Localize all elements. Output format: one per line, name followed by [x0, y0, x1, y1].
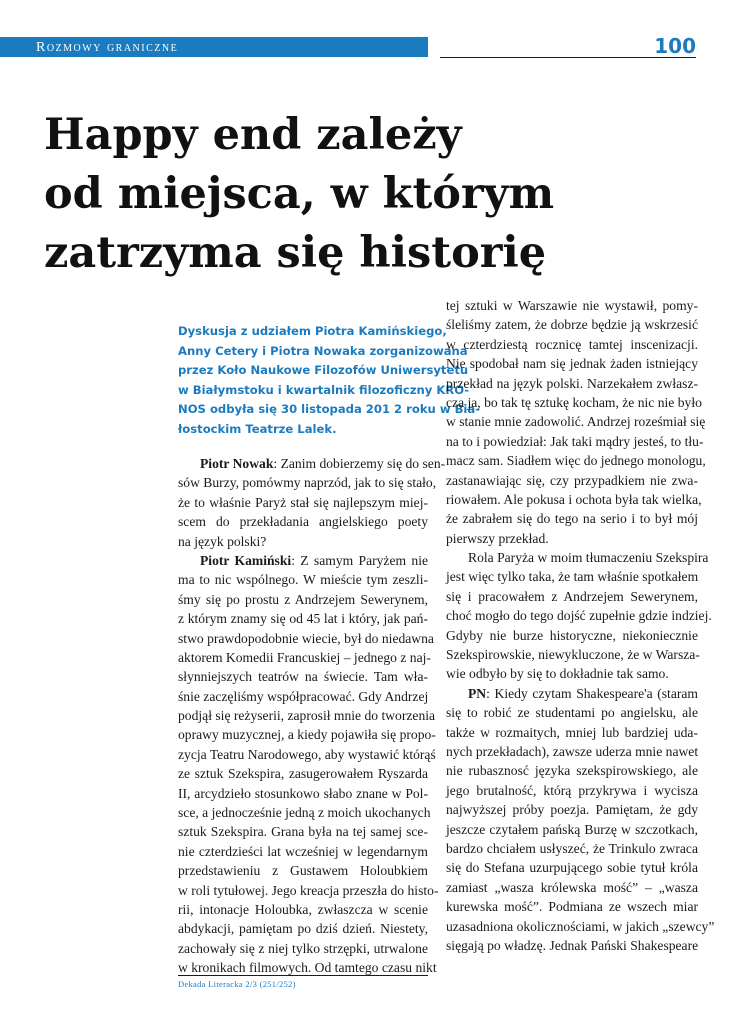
text-line: pierwszy przekład. — [446, 530, 549, 546]
text-line: się i pracowałem z Andrzejem Sewerynem, — [446, 588, 698, 604]
text-line: z którym znamy się od 45 lat i który, jak pań- — [178, 611, 428, 627]
paragraph-first-line — [446, 684, 698, 703]
text-line: śmy się po prostu z Andrzejem Sewerynem, — [178, 591, 428, 607]
article-title — [44, 106, 704, 283]
text-line: oprawy muzycznej, a kiedy pojawiła się propo- — [178, 727, 436, 743]
speaker-name: Piotr Kamiński — [200, 552, 292, 568]
text-line: w roli tytułowej. Jego kreacja przeszła do histo- — [178, 882, 439, 898]
text-line: że to właśnie Paryż stał się najlepszym miej- — [178, 494, 428, 510]
lead-line: przez Koło Naukowe Filozofów Uniwersytetu — [178, 363, 469, 378]
text-line: się do Stefana uzurpującego sobie tytuł króla — [446, 860, 698, 876]
text-line: na to i powiedział: Jak taki mądry jesteś, to tłu- — [446, 433, 704, 449]
paragraph-first-line — [178, 454, 446, 473]
text-line: uzasadniona okolicznościami, w jakich „szewcy” — [446, 918, 715, 934]
text-line: podjął się reżyserii, zaprosił mnie do tworzenia — [178, 708, 436, 724]
text-line: sce, a jednocześnie jedną z moich ukochanych — [178, 805, 431, 821]
text-line: jeszcze czytałem pańską Burzę w szczotkach, — [446, 821, 698, 837]
lead-line: Dyskusja z udziałem Piotra Kamińskiego, — [178, 324, 447, 338]
text-column-left — [178, 454, 446, 978]
speaker-name: Piotr Nowak — [200, 456, 274, 471]
text-line: scem do przekładania angielskiego poety — [178, 514, 428, 530]
text-line: nych przekładach), zawsze uderza mnie nawet — [446, 743, 699, 759]
text-line: zamiast „wasza królewska mość” – „wasza — [446, 879, 698, 895]
text-line: w czterdziestą rocznicę tamtej inscenizacji. — [446, 336, 698, 352]
text-line: przekład na język polski. Narzekałem zwłasz- — [446, 375, 698, 391]
text-line: Nie spodobał nam się jednak żaden istniejący — [446, 356, 698, 372]
text-line: najwyższej próby poezja. Pamiętam, że gdy — [446, 802, 698, 818]
title-line: od miejsca, w którym — [44, 169, 555, 219]
lead-line: NOS odbyła się 30 listopada 201 2 roku w Bia- — [178, 402, 481, 417]
text-line: sów Burzy, pomówmy naprzód, jak to się stało, — [178, 475, 437, 491]
text-line: Szekspirowskie, niewykluczone, że w Warsza- — [446, 647, 700, 663]
speaker-name: PN — [468, 685, 487, 701]
text-line: że zabrałem się do tego na serio i to był mój — [446, 511, 698, 527]
text-line: rii, intonacje Holoubka, zwłaszcza w scenie — [178, 901, 428, 917]
text-line: choć mogło do tego dojść zupełnie gdzie indziej. — [446, 608, 712, 624]
text-line: zachowały się z niej tylko strzępki, utrwalone — [178, 940, 428, 956]
text-line: aktorem Komedii Francuskiej – jednego z naj- — [178, 649, 431, 665]
text-line: w stanie mnie zadowolić. Andrzej roześmiał się — [446, 414, 706, 430]
text-line: zastanawiając się, czy przypadkiem nie zwa- — [446, 472, 698, 488]
footer-credit: Dekada Literacka 2/3 (251/252) — [178, 979, 296, 989]
text-line: zycja Teatru Narodowego, aby wystawić którąś — [178, 746, 436, 762]
title-line: zatrzyma się historię — [44, 228, 547, 278]
text-line: macz sam. Siadłem więc do jednego monologu, — [446, 453, 706, 469]
page-number: 100 — [654, 34, 696, 58]
text-line: kurewska mość”. Podmiana ze wszech miar — [446, 899, 698, 915]
text-line: sięgają po władzę. Jednak Pański Shakespeare — [446, 937, 699, 953]
title-line: Happy end zależy — [44, 110, 462, 160]
text-line: wie odbyło by się to dokładnie tak samo. — [446, 666, 669, 682]
text-run: : Zanim dobierzemy się do sen- — [273, 456, 446, 471]
text-line: tej sztuki w Warszawie nie wystawił, pomy- — [446, 298, 698, 313]
text-line: śleliśmy zatem, że dobrze będzie ją wskrzesić — [446, 317, 698, 333]
text-line: ma to nic wspólnego. W mieście tym zeszli- — [178, 572, 428, 588]
text-line: jego brutalność, którą przykrywa i wycisza — [446, 782, 698, 798]
text-line: przedstawieniu z Gustawem Holoubkiem — [178, 863, 428, 879]
text-line: ze sztuk Szekspira, zasugerowałem Ryszarda — [178, 766, 428, 782]
text-line: abdykacji, pamiętam po dziś dzień. Niestety, — [178, 921, 428, 937]
section-label: Rozmowy graniczne — [36, 40, 179, 55]
text-line: Rola Paryża w moim tłumaczeniu Szekspira — [468, 550, 709, 566]
text-line: także w rozmaitych, mniej lub bardziej uda- — [446, 724, 698, 740]
footer-rule — [178, 975, 428, 976]
article-lead — [178, 322, 481, 440]
text-run: : Kiedy czytam Shakespeare'a (staram — [486, 685, 698, 701]
text-line: śnie zaczęliśmy współpracować. Gdy Andrzej — [178, 688, 429, 704]
text-line: nie czterdzieści lat wcześniej w legendarnym — [178, 843, 428, 859]
lead-line: łostockim Teatrze Lalek. — [178, 421, 337, 436]
paragraph-first-line — [178, 551, 428, 570]
text-line: cza ja, bo tak tę sztukę kocham, że nic nie było — [446, 394, 702, 410]
text-line: stwo prawdopodobnie wiecie, był do niedawna — [178, 630, 434, 646]
text-line: sztuk Szekspira. Grana była na tej samej sce- — [178, 824, 428, 840]
text-line: bardzo chciałem usłyszeć, że Trinkulo zwraca — [446, 840, 698, 856]
lead-line: w Białymstoku i kwartalnik filozoficzny KRO- — [178, 382, 470, 397]
text-line: riowałem. Ale pokusa i ochota była tak wielka, — [446, 491, 702, 507]
text-line: na język polski? — [178, 533, 267, 549]
lead-line: Anny Cetery i Piotra Nowaka zorganizowana — [178, 343, 468, 358]
text-line: Gdyby nie burze historyczne, niekoniecznie — [446, 627, 698, 643]
text-line: w kronikach filmowych. Od tamtego czasu nikt — [178, 960, 437, 976]
text-line: się to robić ze studentami po angielsku, ale — [446, 705, 698, 721]
text-column-right — [446, 296, 715, 955]
text-line: nie rubasznosć języka szekspirowskiego, ale — [446, 763, 698, 779]
text-line: słynniejszych teatrów na świecie. Tam wła- — [178, 669, 428, 685]
text-line: II, arcydzieło stosunkowo słabo znane w Pol- — [178, 785, 428, 801]
text-line: jest więc tylko taka, że tam właśnie spotkałem — [446, 569, 699, 585]
text-run: : Z samym Paryżem nie — [291, 552, 429, 568]
